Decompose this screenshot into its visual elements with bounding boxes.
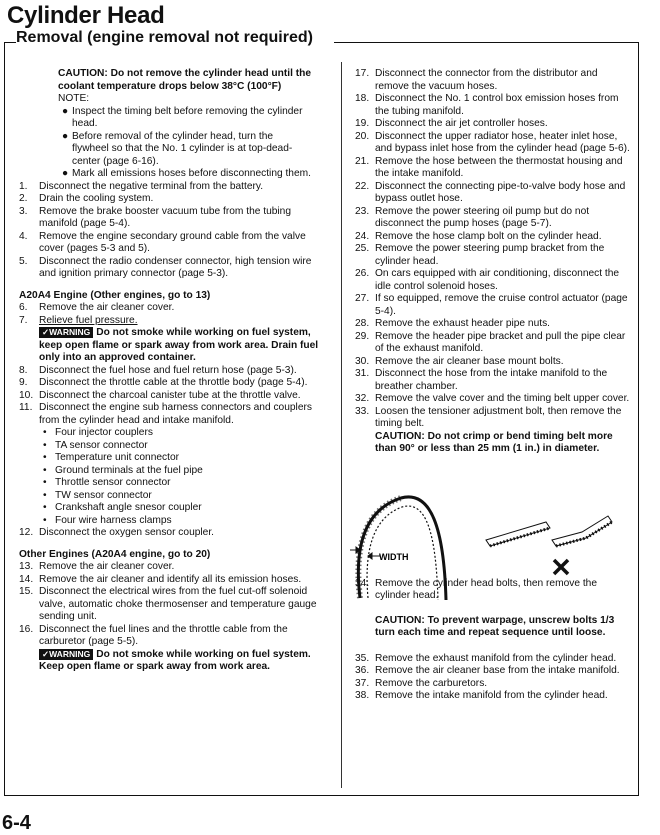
step-item <box>19 586 326 624</box>
left-column <box>19 68 326 674</box>
step-list <box>355 68 631 431</box>
bullet-icon: • <box>43 464 47 476</box>
coupler-item <box>19 465 326 478</box>
bullet-icon: • <box>43 477 47 488</box>
step-item <box>355 93 631 118</box>
page-number: 6-4 <box>2 812 31 834</box>
warning-block <box>19 649 326 674</box>
step-number: 21. <box>355 155 370 167</box>
step-number: 13. <box>19 561 34 572</box>
step-item <box>355 206 631 231</box>
bullet-icon: ● <box>62 168 69 179</box>
warning-text: Do not smoke while working on fuel system. Keep open flame or spark away from work area. <box>39 648 311 672</box>
note-label: NOTE: <box>58 93 90 104</box>
step-number: 14. <box>19 573 34 585</box>
step-text: Remove the exhaust header pipe nuts. <box>375 318 550 329</box>
warning-icon: ✓ <box>42 327 50 337</box>
step-text: Remove the carburetors. <box>375 677 488 689</box>
step-number: 18. <box>355 93 370 104</box>
step-text: Remove the hose between the thermostat housing and the intake manifold. <box>375 155 623 179</box>
coupler-text: TA sensor connector <box>55 439 148 451</box>
coupler-text: Four wire harness clamps <box>55 514 172 526</box>
column-divider <box>341 62 342 788</box>
step-item <box>355 243 631 268</box>
step-item <box>355 131 631 156</box>
coupler-item <box>19 452 326 465</box>
step-number: 24. <box>355 230 370 242</box>
coupler-item <box>19 490 326 503</box>
step-item <box>19 624 326 649</box>
step-number: 7. <box>19 314 28 326</box>
step-item <box>355 293 631 318</box>
step-number: 20. <box>355 130 370 142</box>
step-item <box>19 561 326 574</box>
step-text: Disconnect the engine sub harness connectors and couplers from the cylinder head and intake manifold. <box>39 402 312 426</box>
step-text: Remove the air cleaner and identify all its emission hoses. <box>39 573 302 585</box>
bullet-icon: • <box>43 514 47 526</box>
step-text: Disconnect the No. 1 control box emission hoses from the tubing manifold. <box>375 93 619 117</box>
step-item <box>355 690 631 703</box>
step-number: 19. <box>355 118 370 129</box>
step-number: 16. <box>19 623 34 635</box>
step-number: 36. <box>355 665 370 676</box>
step-number: 32. <box>355 393 370 404</box>
warning-label: WARNING <box>49 648 91 659</box>
step-number: 26. <box>355 268 370 279</box>
note-text: Mark all emissions hoses before disconnecting them. <box>72 168 311 179</box>
step-text: Disconnect the fuel lines and the throttle cable from the carburetor (page 5-5). <box>39 623 288 647</box>
step-item <box>19 390 326 403</box>
step-text: Remove the engine secondary ground cable from the valve cover (pages 5-3 and 5). <box>39 230 306 254</box>
step-item <box>355 331 631 356</box>
step-text: Disconnect the hose from the intake manifold to the breather chamber. <box>375 368 608 392</box>
step-number: 27. <box>355 293 370 304</box>
step-text: Remove the power steering pump bracket from the cylinder head. <box>375 243 605 267</box>
bullet-icon: • <box>43 439 47 451</box>
step-item <box>19 315 326 328</box>
step-number: 37. <box>355 677 370 689</box>
coupler-item <box>19 427 326 440</box>
bullet-icon: • <box>43 427 47 438</box>
step-number: 31. <box>355 368 370 379</box>
coupler-item <box>19 477 326 490</box>
page-title: Cylinder Head <box>7 2 165 29</box>
step-text: On cars equipped with air conditioning, disconnect the idle control solenoid hoses. <box>375 268 620 292</box>
coupler-text: Ground terminals at the fuel pipe <box>55 464 203 476</box>
step-text: If so equipped, remove the cruise control actuator (page 5-4). <box>375 293 628 317</box>
step-list <box>19 180 326 281</box>
incorrect-x-icon <box>554 560 568 574</box>
step-text: Disconnect the connecting pipe-to-valve body hose and bypass outlet hose. <box>375 180 626 204</box>
step-text: Remove the cylinder head bolts, then remove the cylinder head. <box>375 577 597 601</box>
coupler-text: Crankshaft angle snesor coupler <box>55 502 202 513</box>
step-item <box>355 678 631 691</box>
step-text: Disconnect the charcoal canister tube at the throttle valve. <box>39 389 301 401</box>
step-number: 12. <box>19 527 34 538</box>
step-number: 29. <box>355 330 370 342</box>
coupler-item <box>19 515 326 528</box>
step-item <box>355 665 631 678</box>
warning-icon: ✓ <box>42 648 50 659</box>
step-text: Disconnect the connector from the distributor and remove the vacuum hoses. <box>375 68 598 92</box>
step-number: 38. <box>355 690 370 701</box>
step-number: 34. <box>355 577 370 589</box>
step-text: Remove the air cleaner cover. <box>39 302 175 313</box>
step-item <box>355 181 631 206</box>
step-text: Remove the air cleaner base mount bolts. <box>375 355 564 367</box>
step-item <box>19 256 326 281</box>
step-item <box>19 402 326 427</box>
step-text: Disconnect the negative terminal from the battery. <box>39 180 264 192</box>
timing-belt-figure <box>346 488 636 600</box>
step-list <box>355 653 631 703</box>
warning-block <box>19 327 326 365</box>
step-text: Disconnect the fuel hose and fuel return hose (page 5-3). <box>39 364 297 376</box>
step-number: 5. <box>19 255 28 267</box>
step-text: Disconnect the upper radiator hose, heater inlet hose, and bypass inlet hose from the cylinder head (page 5-6). <box>375 130 630 154</box>
step-number: 4. <box>19 230 28 242</box>
right-column <box>355 68 631 703</box>
step-text: Remove the exhaust manifold from the cylinder head. <box>375 652 617 664</box>
step-text: Remove the valve cover and the timing belt upper cover. <box>375 393 630 404</box>
step-text: Disconnect the radio condenser connector, high tension wire and ignition primary connector (page 5-3). <box>39 255 312 279</box>
bullet-icon: ● <box>62 130 69 142</box>
step-item <box>355 268 631 293</box>
step-number: 1. <box>19 180 28 192</box>
step-number: 17. <box>355 68 370 79</box>
note-item <box>58 106 312 131</box>
step-text: Disconnect the electrical wires from the fuel cut-off solenoid valve, automatic choke thermosenser and temperature gauge sending unit. <box>39 586 317 622</box>
step-text: Remove the air cleaner base from the intake manifold. <box>375 665 620 676</box>
coupler-text: Four injector couplers <box>55 427 153 438</box>
step-item <box>355 118 631 131</box>
step-list <box>19 561 326 649</box>
belt-bent-drawing <box>486 516 612 546</box>
step-list <box>19 364 326 428</box>
step-item <box>19 365 326 378</box>
warning-badge <box>39 649 93 660</box>
note-text: Inspect the timing belt before removing the cylinder head. <box>72 105 303 129</box>
step-item <box>355 368 631 393</box>
step-item <box>19 193 326 206</box>
step-text: Disconnect the air jet controller hoses. <box>375 118 548 129</box>
step-item <box>19 377 326 390</box>
coupler-text: TW sensor connector <box>55 489 152 501</box>
step-text: Relieve fuel pressure. <box>39 314 138 326</box>
warning-text: Do not smoke while working on fuel system, keep open flame or spark away from work area. Drain fuel only into an approved container. <box>39 327 319 363</box>
note-item <box>58 168 312 181</box>
step-number: 3. <box>19 205 28 217</box>
step-number: 33. <box>355 405 370 417</box>
step-item <box>355 653 631 666</box>
note-text: Before removal of the cylinder head, turn the flywheel so that the No. 1 cylinder is at top-dead-center (page 6-16). <box>72 130 293 167</box>
caution-timing-belt: CAUTION: Do not crimp or bend timing belt more than 90° or less than 25 mm (1 in.) in diameter. <box>375 430 613 454</box>
step-item <box>355 356 631 369</box>
step-number: 2. <box>19 193 28 204</box>
width-label: WIDTH <box>379 552 409 562</box>
step-text: Disconnect the throttle cable at the throttle body (page 5-4). <box>39 377 308 388</box>
step-item <box>355 318 631 331</box>
bullet-icon: ● <box>62 105 69 117</box>
step-text: Remove the power steering oil pump but do not disconnect the pump hoses (page 5-7). <box>375 205 590 229</box>
step-number: 9. <box>19 377 28 388</box>
step-text: Disconnect the oxygen sensor coupler. <box>39 527 214 538</box>
section-subtitle: Removal (engine removal not required) <box>16 29 313 46</box>
caution-coolant: CAUTION: Do not remove the cylinder head until the coolant temperature drops below 38°C (100°F) <box>58 68 312 92</box>
note-item <box>58 131 312 169</box>
step-text: Remove the brake booster vacuum tube from the tubing manifold (page 5-4). <box>39 205 291 229</box>
step-number: 28. <box>355 318 370 329</box>
step-number: 25. <box>355 243 370 254</box>
step-item <box>355 393 631 406</box>
step-item <box>19 527 326 540</box>
coupler-text: Temperature unit connector <box>55 452 180 463</box>
warning-badge <box>39 327 93 338</box>
section-heading-other: Other Engines (A20A4 engine, go to 20) <box>19 548 211 560</box>
coupler-item <box>19 440 326 453</box>
width-indicator <box>350 547 380 559</box>
warning-label: WARNING <box>49 327 91 337</box>
step-item <box>355 231 631 244</box>
step-number: 35. <box>355 652 370 664</box>
step-number: 11. <box>19 402 33 413</box>
step-number: 23. <box>355 205 370 217</box>
step-text: Remove the hose clamp bolt on the cylinder head. <box>375 230 602 242</box>
belt-loop-drawing <box>358 497 446 600</box>
step-item <box>19 574 326 587</box>
step-item <box>355 406 631 431</box>
step-text: Remove the air cleaner cover. <box>39 561 175 572</box>
caution-bolts: CAUTION: To prevent warpage, unscrew bolts 1/3 turn each time and repeat sequence until loose. <box>375 614 615 638</box>
section-heading-a20a4: A20A4 Engine (Other engines, go to 13) <box>19 289 211 301</box>
step-item <box>19 302 326 315</box>
step-item <box>19 206 326 231</box>
step-number: 6. <box>19 302 28 313</box>
bullet-icon: • <box>43 452 47 463</box>
step-item <box>355 68 631 93</box>
step-number: 15. <box>19 586 34 597</box>
step-number: 10. <box>19 389 34 401</box>
step-text: Drain the cooling system. <box>39 193 154 204</box>
step-text: Remove the intake manifold from the cylinder head. <box>375 690 608 701</box>
step-item <box>355 156 631 181</box>
coupler-text: Throttle sensor connector <box>55 477 171 488</box>
coupler-list <box>34 427 326 527</box>
step-number: 30. <box>355 355 370 367</box>
bullet-icon: • <box>43 502 47 513</box>
step-number: 8. <box>19 364 28 376</box>
coupler-item <box>19 502 326 515</box>
step-number: 22. <box>355 180 370 192</box>
step-item <box>19 181 326 194</box>
step-text: Loosen the tensioner adjustment bolt, then remove the timing belt. <box>375 405 622 429</box>
step-item <box>19 231 326 256</box>
step-text: Remove the header pipe bracket and pull the pipe clear of the exhaust manifold. <box>375 330 626 354</box>
bullet-icon: • <box>43 489 47 501</box>
